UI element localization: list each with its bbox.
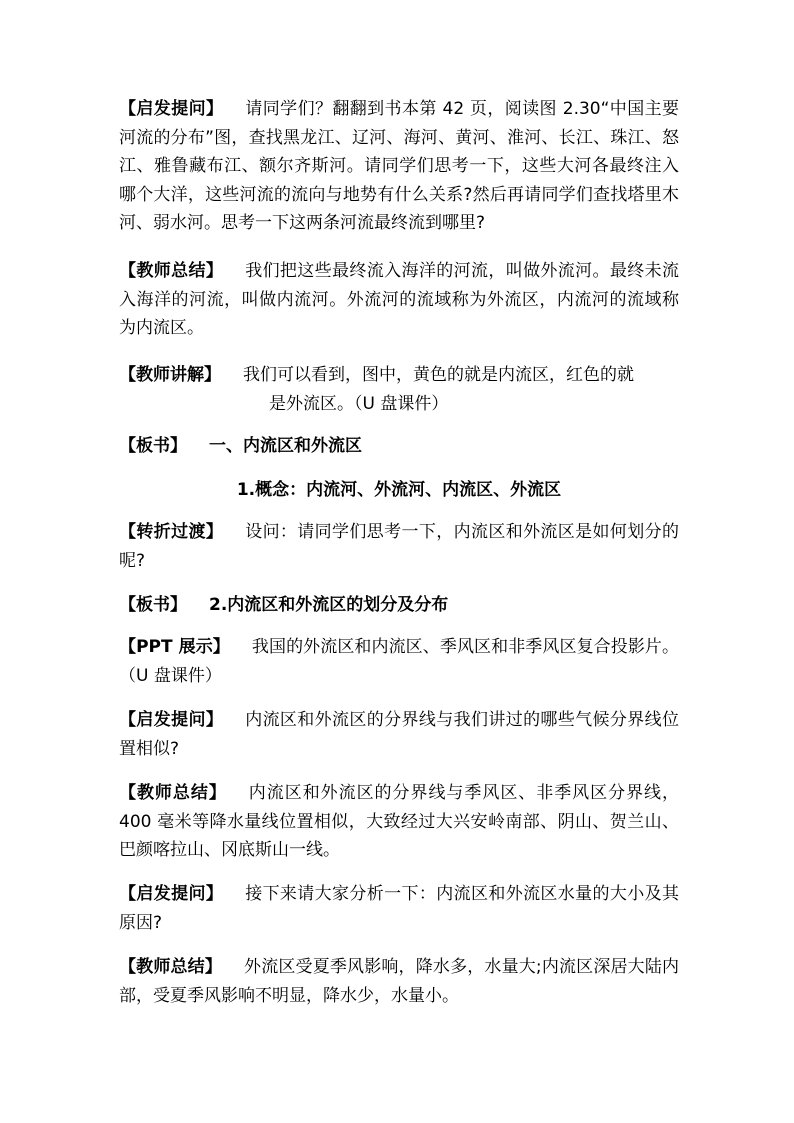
paragraph-text: 请同学们？翻翻到书本第 42 页，阅读图 2.30“中国主要河流的分布”图，查找黑龙江、辽河、海河、黄河、淮河、长江、珠江、怒江、雅鲁藏布江、额尔齐斯河。请同学们思考一下，这些大河各最终注入哪个大洋，这些河流的流向与地势有什么关系?然后再请同学们查找塔里木河、弱水河。思考一下这两条河流最终流到哪里? bbox=[119, 99, 679, 233]
label-tag: 【PPT 展示】 bbox=[119, 637, 230, 657]
paragraph-text: 内流区和外流区的分界线与季风区、非季风区分界线，400 毫米等降水量线位置相似，大致经过大兴安岭南部、阴山、贺兰山、巴颜喀拉山、冈底斯山一线。 bbox=[119, 783, 680, 860]
board-concept-line: 1.概念：内流河、外流河、内流区、外流区 bbox=[236, 480, 562, 500]
label-tag: 【板书】 bbox=[119, 595, 187, 615]
paragraph-text: 我国的外流区和内流区、季风区和非季风区复合投影片。（U 盘课件） bbox=[119, 637, 680, 686]
paragraph-text: 我们可以看到，图中，黄色的就是内流区，红色的就 bbox=[243, 365, 634, 385]
paragraph-text: 内流区和外流区的分界线与我们讲过的哪些气候分界线位置相似? bbox=[119, 710, 680, 759]
label-tag: 【教师总结】 bbox=[119, 261, 224, 281]
label-tag: 【启发提问】 bbox=[119, 884, 224, 904]
paragraph-question-water bbox=[119, 880, 679, 937]
label-tag: 【转折过渡】 bbox=[119, 522, 224, 542]
paragraph-text: 外流区受夏季风影响，降水多，水量大;内流区深居大陆内部，受夏季风影响不明显，降水少，水量小。 bbox=[119, 957, 680, 1006]
board-heading: 2.内流区和外流区的划分及分布 bbox=[209, 595, 449, 615]
paragraph-text: 我们把这些最终流入海洋的河流，叫做外流河。最终未流入海洋的河流，叫做内流河。外流河的流域称为外流区，内流河的流域称为内流区。 bbox=[119, 261, 680, 338]
label-tag: 【启发提问】 bbox=[119, 99, 224, 119]
paragraph-text: 接下来请大家分析一下：内流区和外流区水量的大小及其原因? bbox=[119, 884, 680, 933]
paragraph-transition bbox=[119, 518, 679, 575]
paragraph-board-1 bbox=[119, 432, 679, 461]
paragraph-board-2 bbox=[119, 591, 679, 620]
label-tag: 【板书】 bbox=[119, 436, 187, 456]
label-tag: 【教师讲解】 bbox=[119, 365, 221, 385]
paragraph-summary-water bbox=[119, 953, 679, 1010]
paragraph-text: 设问：请同学们思考一下，内流区和外流区是如何划分的呢? bbox=[119, 522, 680, 571]
board-heading: 一、内流区和外流区 bbox=[209, 436, 362, 456]
label-tag: 【教师总结】 bbox=[119, 783, 227, 803]
paragraph-summary-outflow bbox=[119, 257, 679, 343]
paragraph-summary-boundary bbox=[119, 779, 679, 865]
paragraph-explanation-map bbox=[119, 361, 679, 418]
label-tag: 【启发提问】 bbox=[119, 710, 224, 730]
paragraph-question-boundary bbox=[119, 706, 679, 763]
label-tag: 【教师总结】 bbox=[119, 957, 223, 977]
paragraph-ppt bbox=[119, 633, 679, 690]
paragraph-question-rivers bbox=[119, 95, 679, 238]
paragraph-text-continued: 是外流区。（U 盘课件） bbox=[269, 393, 449, 414]
